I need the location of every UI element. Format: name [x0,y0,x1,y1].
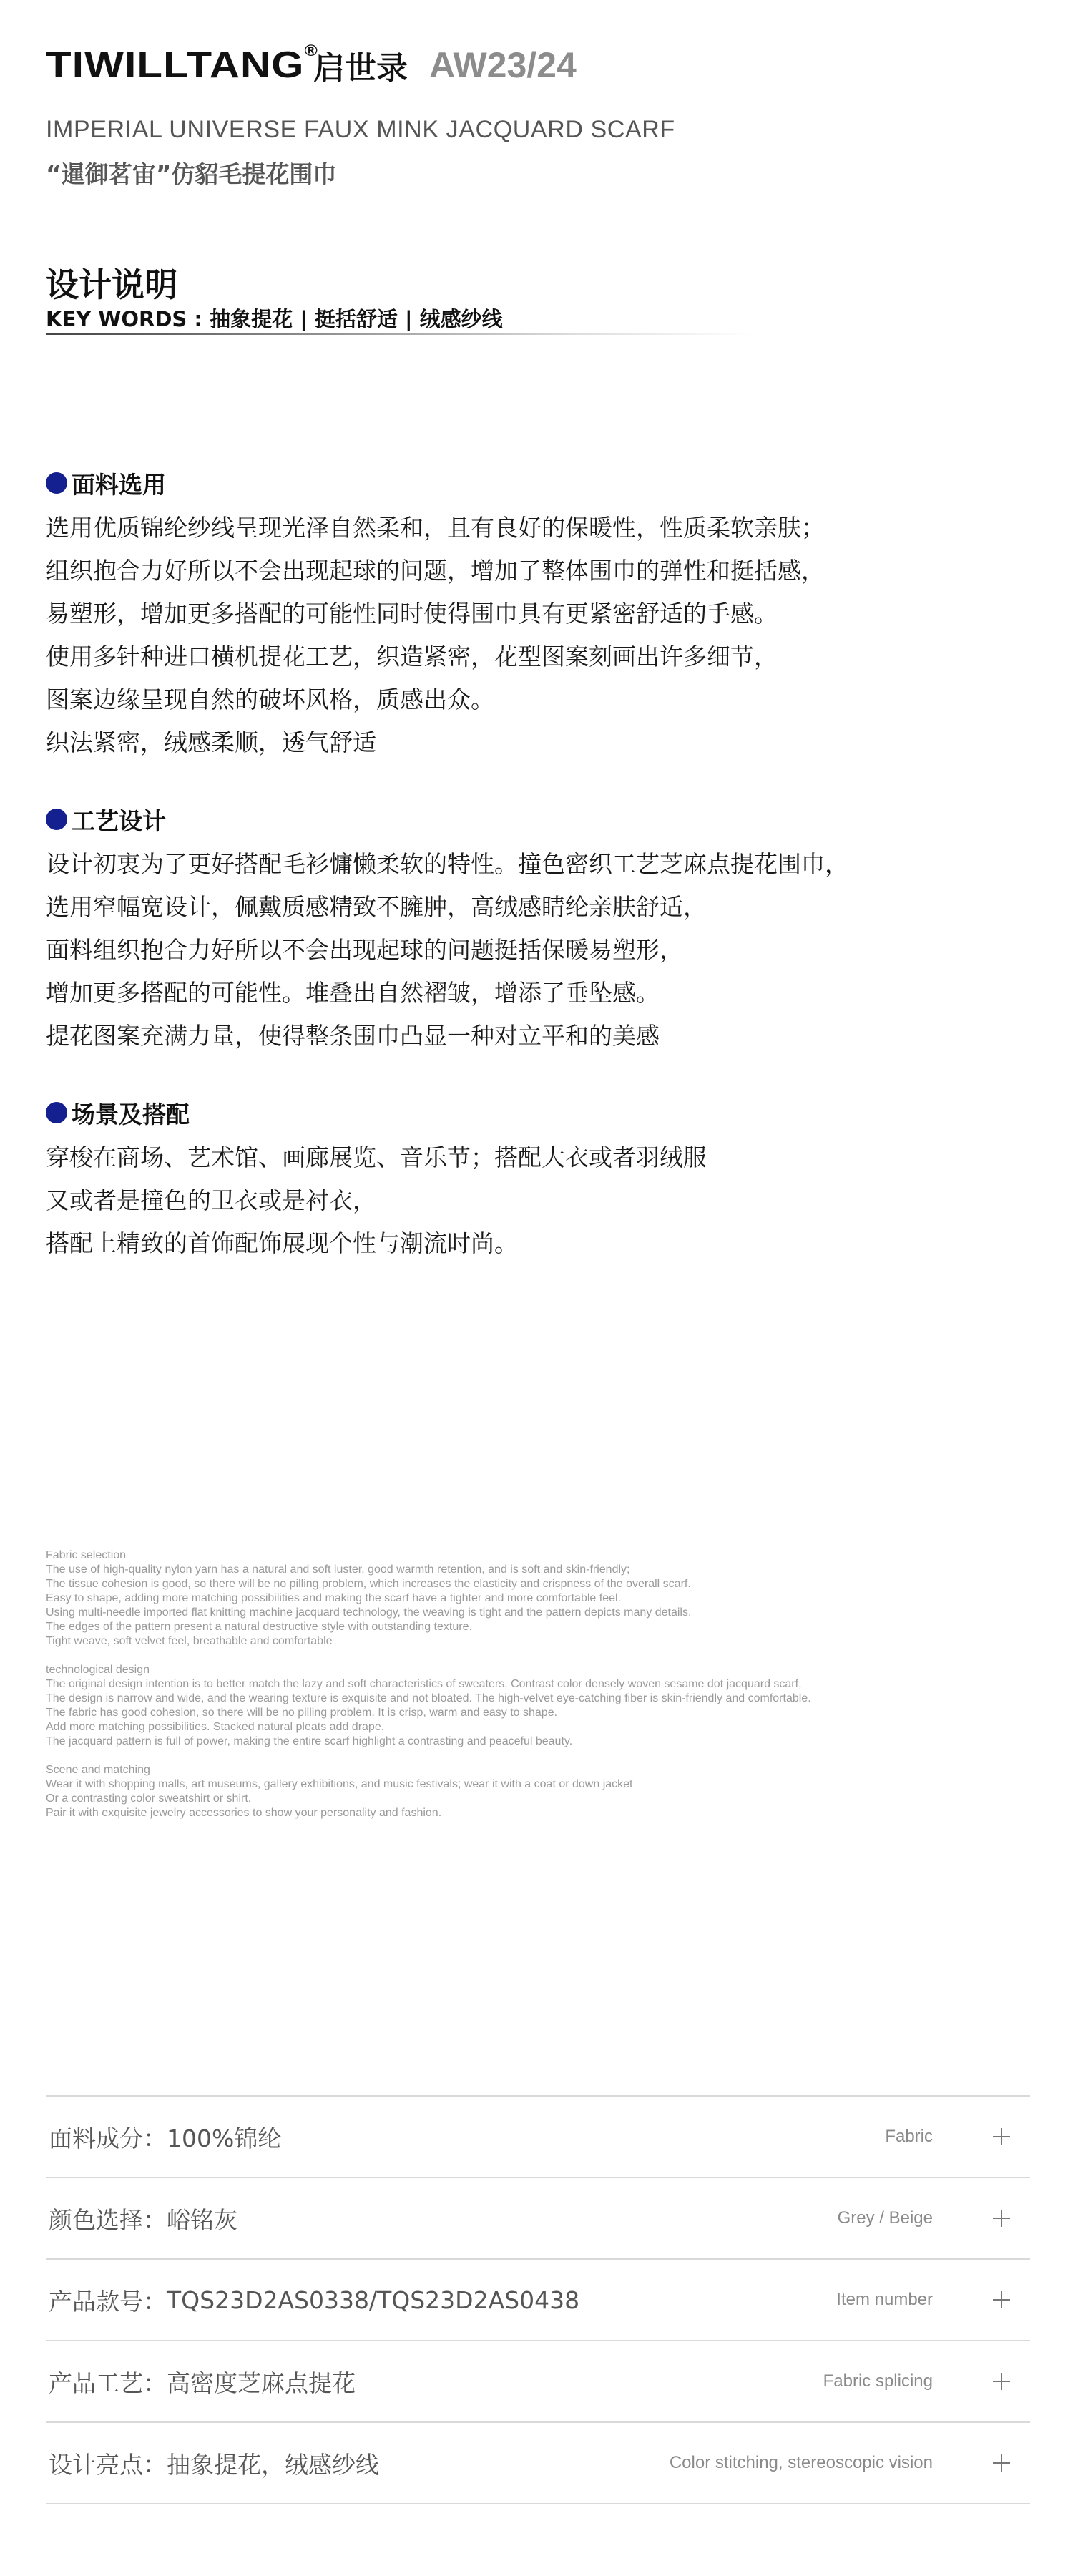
section-body [46,1136,976,1265]
spec-value: TQS23D2AS0338/TQS23D2AS0438 [167,2285,580,2314]
product-title-cn: “暹御茗宙”仿貂毛提花围巾 [46,160,337,188]
bullet-dot-icon [46,809,67,830]
registered-mark: ® [304,41,318,59]
english-line: The original design intention is to better match the lazy and soft characteristics of sweaters. Contrast color densely woven sesame dot jacquard scarf, [46,1678,802,1690]
section-line: 选用窄幅宽设计，佩戴质感精致不臃肿，高绒感睛纶亲肤舒适， [46,893,707,921]
spec-value: 峪铭灰 [167,2205,237,2234]
english-line: Scene and matching [46,1764,150,1776]
section-line: 使用多针种进口横机提花工艺，织造紧密，花型图案刻画出许多细节， [46,643,778,670]
spec-table [46,2095,1030,2504]
section-title [46,1096,976,1129]
plus-icon[interactable] [993,2128,1010,2145]
section-line: 设计初衷为了更好搭配毛衫慵懒柔软的特性。撞色密织工艺芝麻点提花围巾， [46,850,848,878]
spec-row-highlight[interactable] [46,2421,1030,2504]
plus-icon[interactable] [993,2210,1010,2227]
english-line: Or a contrasting color sweatshirt or shirt. [46,1792,252,1805]
english-line: Tight weave, soft velvet feel, breathable and comfortable [46,1635,333,1647]
section-line: 组织抱合力好所以不会出现起球的问题，增加了整体围巾的弹性和挺括感， [46,557,825,585]
brand-name-en: TIWILLTANG® [46,41,318,86]
plus-icon[interactable] [993,2373,1010,2390]
spec-label: 设计亮点： [49,2450,167,2479]
english-group-scene [46,1763,1033,1820]
section-line: 选用优质锦纶纱线呈现光泽自然柔和，且有良好的保暖性，性质柔软亲肤； [46,514,825,542]
section-line: 提花图案充满力量，使得整条围巾凸显一种对立平和的美感 [46,1022,660,1050]
season-label: AW23/24 [429,45,577,85]
section-line: 面料组织抱合力好所以不会出现起球的问题挺括保暖易塑形， [46,936,683,964]
english-line: Fabric selection [46,1549,127,1561]
section-line: 增加更多搭配的可能性。堆叠出自然褶皱，增添了垂坠感。 [46,979,660,1007]
english-line: Using multi-needle imported flat knitting machine jacquard technology, the weaving is tight and the pattern depicts many details. [46,1606,692,1619]
section-body [46,507,976,764]
spec-label: 产品工艺： [49,2368,167,2397]
section-title [46,803,976,836]
english-line: Easy to shape, adding more matching possibilities and making the scarf have a tighter and more comfortable feel. [46,1592,621,1604]
english-line: Add more matching possibilities. Stacked natural pleats add drape. [46,1721,385,1733]
spec-row-fabric[interactable] [46,2095,1030,2177]
english-line: The tissue cohesion is good, so there will be no pilling problem, which increases the elasticity and crispness of the overall scarf. [46,1578,691,1590]
spec-label: 面料成分： [49,2124,167,2152]
product-title-en: IMPERIAL UNIVERSE FAUX MINK JACQUARD SCARF [46,116,675,143]
english-line: Wear it with shopping malls, art museums, gallery exhibitions, and music festivals; wear it with a coat or down jacket [46,1778,633,1790]
plus-icon[interactable] [993,2291,1010,2308]
section-fabric [46,467,976,764]
plus-icon[interactable] [993,2454,1010,2472]
bullet-dot-icon [46,472,67,494]
spec-row-color[interactable] [46,2177,1030,2258]
english-group-fabric [46,1548,1033,1649]
section-line: 易塑形，增加更多搭配的可能性同时使得围巾具有更紧密舒适的手感。 [46,600,778,628]
section-title [46,467,976,499]
spec-value: 抽象提花，绒感纱线 [167,2450,379,2479]
english-translation [46,1548,1033,1835]
spec-en-label: Fabric [885,2127,933,2146]
keywords-divider [46,333,754,335]
section-title-text: 面料选用 [72,470,166,499]
section-line: 搭配上精致的首饰配饰展现个性与潮流时尚。 [46,1229,518,1257]
section-scene [46,1096,976,1265]
brand-name-cn: 启世录 [313,50,408,87]
spec-row-item-number[interactable] [46,2258,1030,2340]
spec-value: 高密度芝麻点提花 [167,2368,356,2397]
section-craft [46,803,976,1058]
english-line: The fabric has good cohesion, so there will be no pilling problem. It is crisp, warm and easy to shape. [46,1707,558,1719]
section-title-text: 工艺设计 [72,806,166,835]
spec-row-craft[interactable] [46,2340,1030,2421]
bullet-dot-icon [46,1102,67,1123]
section-body [46,843,976,1058]
spec-label: 产品款号： [49,2287,167,2316]
brand-logo [46,40,577,90]
section-line: 图案边缘呈现自然的破坏风格，质感出众。 [46,686,494,713]
section-title-text: 场景及搭配 [72,1100,190,1128]
english-line: The design is narrow and wide, and the wearing texture is exquisite and not bloated. The high-velvet eye-catching fiber is skin-friendly and comfortable. [46,1692,811,1704]
english-line: The use of high-quality nylon yarn has a natural and soft luster, good warmth retention, and is soft and skin-friendly; [46,1563,630,1576]
keywords-line: KEY WORDS : 抽象提花 | 挺括舒适 | 绒感纱线 [46,307,503,331]
spec-en-label: Item number [836,2290,933,2309]
spec-en-label: Grey / Beige [837,2208,933,2228]
english-line: The jacquard pattern is full of power, making the entire scarf highlight a contrasting and peaceful beauty. [46,1735,573,1747]
section-line: 穿梭在商场、艺术馆、画廊展览、音乐节；搭配大衣或者羽绒服 [46,1143,707,1171]
section-line: 织法紧密，绒感柔顺，透气舒适 [46,728,376,756]
english-line: technological design [46,1664,150,1676]
english-group-craft [46,1663,1033,1749]
section-line: 又或者是撞色的卫衣或是衬衣， [46,1186,376,1214]
spec-en-label: Fabric splicing [823,2371,933,2391]
design-heading: 设计说明 [46,265,177,304]
spec-value: 100%锦纶 [167,2124,282,2152]
spec-label: 颜色选择： [49,2205,167,2234]
english-line: The edges of the pattern present a natural destructive style with outstanding texture. [46,1621,472,1633]
spec-en-label: Color stitching, stereoscopic vision [669,2453,933,2472]
english-line: Pair it with exquisite jewelry accessories to show your personality and fashion. [46,1807,442,1819]
